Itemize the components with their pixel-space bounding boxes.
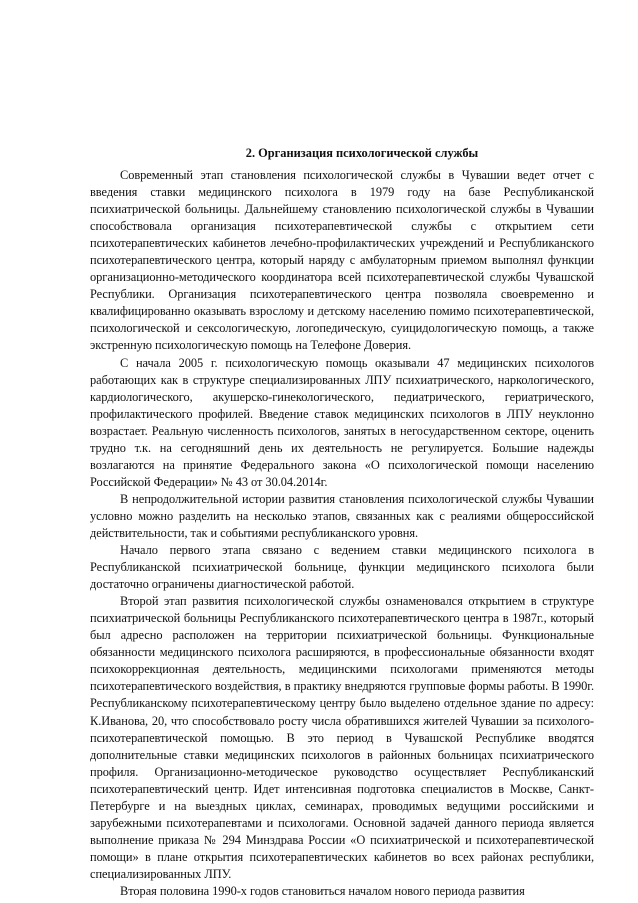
section-heading: 2. Организация психологической службы xyxy=(245,146,479,160)
document-page xyxy=(90,145,594,900)
paragraph-3: В непродолжительной истории развития становления психологической службы Чувашии условно можно разделить на несколько этапов, связанных как с реалиями общероссийской действительности, так и событиями республиканского уровня. xyxy=(90,491,594,540)
paragraph-4: Начало первого этапа связано с ведением ставки медицинского психолога в Республиканской психиатрической больнице, функции медицинского психолога были достаточно ограничены диагностической работой. xyxy=(90,543,594,592)
paragraph-1: Современный этап становления психологической службы в Чувашии ведет отчет с введения ставки медицинского психолога в 1979 году на базе Республиканской психиатрической больницы. Дальнейшему становлению психологической службы в Чувашии способствовала организация психотерапевтической службы с открытием сети психотерапевтических кабинетов лечебно-профилактических учреждений и Республиканского психотерапевтического центра, который наряду с амбулаторным приемом выполнял функции организационно-методического координатора всей психотерапевтической службы Чувашской Республики. Организация психотерапевтического центра позволяла своевременно и квалифицированно оказывать взрослому и детскому населению помимо психотерапевтической, психологической и сексологическую, логопедическую, суицидологическую помощь, а также экстренную психологическую помощь на Телефоне Доверия. xyxy=(90,168,594,353)
paragraph-5: Второй этап развития психологической службы ознаменовался открытием в структуре психиатрической больницы Республиканского психотерапевтического центра в 1987г., который был адресно расположен на территории психиатрической больницы. Функциональные обязанности медицинского психолога расширяются, в профессиональные обязанности входят психокоррекционная деятельность, медицинскими психологами применяются методы психотерапевтического воздействия, в практику внедряются групповые формы работы. В 1990г. Республиканскому психотерапевтическому центру было выделено отдельное здание по адресу: К.Иванова, 20, что способствовало росту числа обратившихся жителей Чувашии за психолого-психотерапевтической помощью. В это период в Чувашской Республике вводятся дополнительные ставки медицинских психологов в районных больницах психиатрического профиля. Организационно-методическое руководство осуществляет Республиканский психотерапевтический центр. Идет интенсивная подготовка специалистов в Москве, Санкт-Петербурге и на выездных циклах, семинарах, проводимых ведущими российскими и зарубежными психотерапевтами и психологами. Основной задачей данного периода является выполнение приказа № 294 Минздрава России «О психиатрической и психотерапевтической помощи» в плане открытия психотерапевтических кабинетов во всех районах республики, специализированных ЛПУ. xyxy=(90,594,594,881)
paragraph-2: С начала 2005 г. психологическую помощь оказывали 47 медицинских психологов работающих как в структуре специализированных ЛПУ психиатрического, наркологического, кардиологического, акушерско-гинекологического, педиатрического, гериатрического, профилактического профилей. Введение ставок медицинских психологов в ЛПУ неуклонно возрастает. Реальную численность психологов, занятых в негосударственном секторе, оценить трудно т.к. на сегодняшний день их деятельность не регулируется. Большие надежды возлагаются на принятие Федерального закона «О психологической помощи населению Российской Федерации» № 43 от 30.04.2014г. xyxy=(90,355,594,489)
paragraph-6: Вторая половина 1990-х годов становиться началом нового периода развития xyxy=(120,883,525,898)
